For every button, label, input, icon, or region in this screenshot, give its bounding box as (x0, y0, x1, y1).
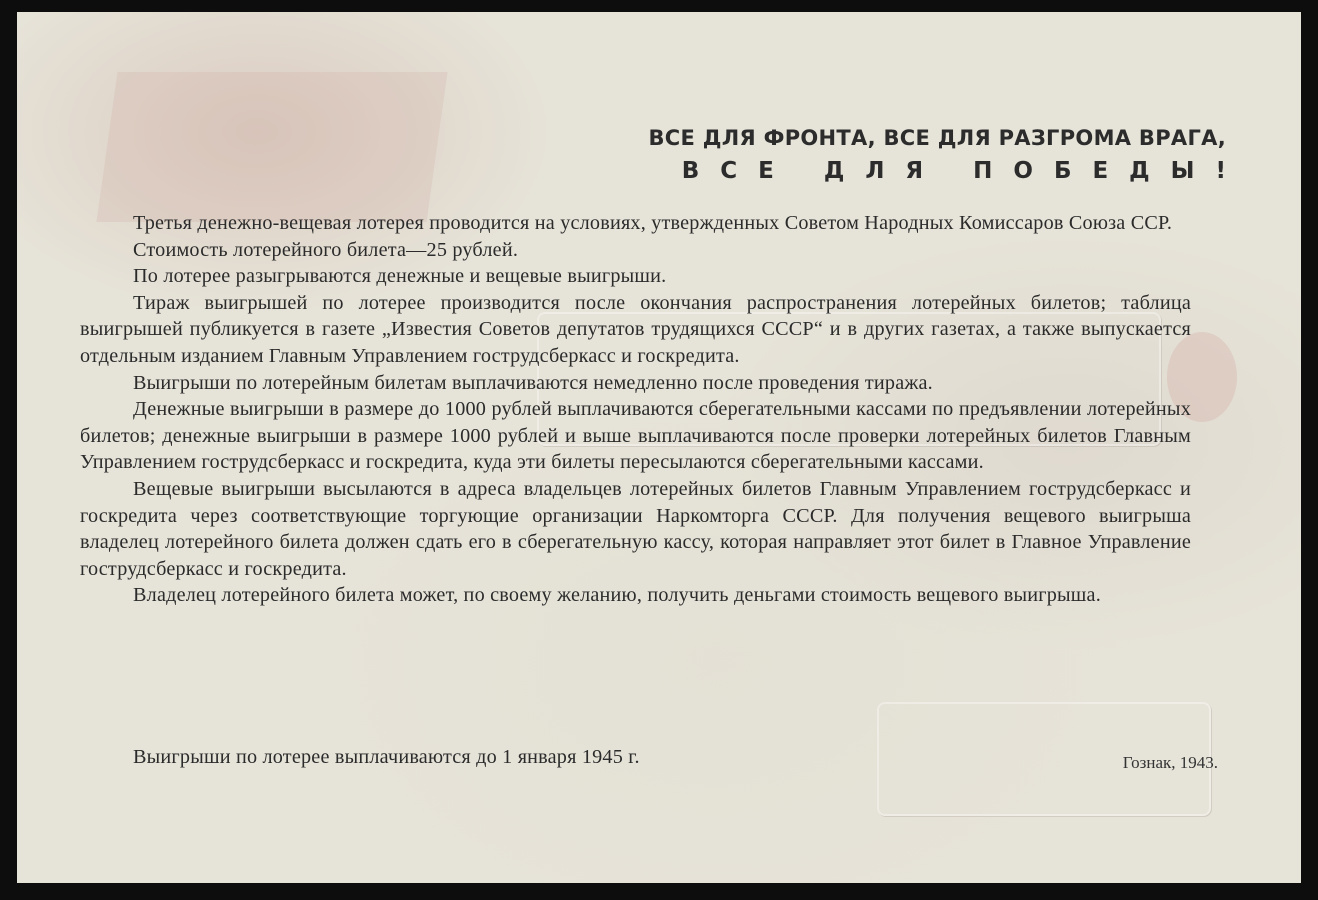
paragraph: Денежные выигрыши в размере до 1000 рублей выплачиваются сберегательными кассами по предъявлении лотерейных билетов; денежные выигрыши в размере 1000 рублей и выше выплачиваются после проверки лотерейных билетов Главным Управлением гострудсберкасс и госкредита, куда эти билеты пересылаются сберегательными кассами. (80, 398, 1191, 474)
paragraph: Стоимость лотерейного билета—25 рублей. (133, 238, 519, 261)
printer-imprint: Гознак, 1943. (1122, 753, 1218, 772)
slogan-line-1: ВСЕ ДЛЯ ФРОНТА, ВСЕ ДЛЯ РАЗГРОМА ВРАГА, (648, 126, 1226, 150)
paragraph: По лотерее разыгрываются денежные и вещевые выигрыши. (133, 265, 667, 288)
faded-print-area (96, 72, 447, 222)
paragraph: Выигрыши по лотерейным билетам выплачиваются немедленно после проведения тиража. (133, 371, 933, 394)
paragraph: Владелец лотерейного билета может, по своему желанию, получить деньгами стоимость вещевого выигрыша. (133, 584, 1101, 607)
terms-text (80, 210, 1191, 609)
paragraph: Третья денежно-вещевая лотерея проводится на условиях, утвержденных Советом Народных Комиссаров Союза ССР. (133, 212, 1173, 234)
closing-line (80, 744, 1191, 771)
slogan-line-2: ВСЕ ДЛЯ ПОБЕДЫ! (681, 158, 1247, 184)
paragraph: Вещевые выигрыши высылаются в адреса владельцев лотерейных билетов Главным Управлением гострудсберкасс и госкредита через соответствующие торгующие организации Наркомторга СССР. Для получения вещевого выигрыша владелец лотерейного билета должен сдать его в сберегательную кассу, которая направляет этот билет в Главное Управление гострудсберкасс и госкредита. (80, 477, 1191, 580)
paragraph: Тираж выигрышей по лотерее производится после окончания распространения лотерейных билетов; таблица выигрышей публикуется в газете „Известия Советов депутатов трудящихся СССР“ и в других газетах, а также выпускается отдельным изданием Главным Управлением гострудсберкасс и госкредита. (80, 291, 1191, 367)
payout-deadline: Выигрыши по лотерее выплачиваются до 1 января 1945 г. (133, 746, 640, 768)
